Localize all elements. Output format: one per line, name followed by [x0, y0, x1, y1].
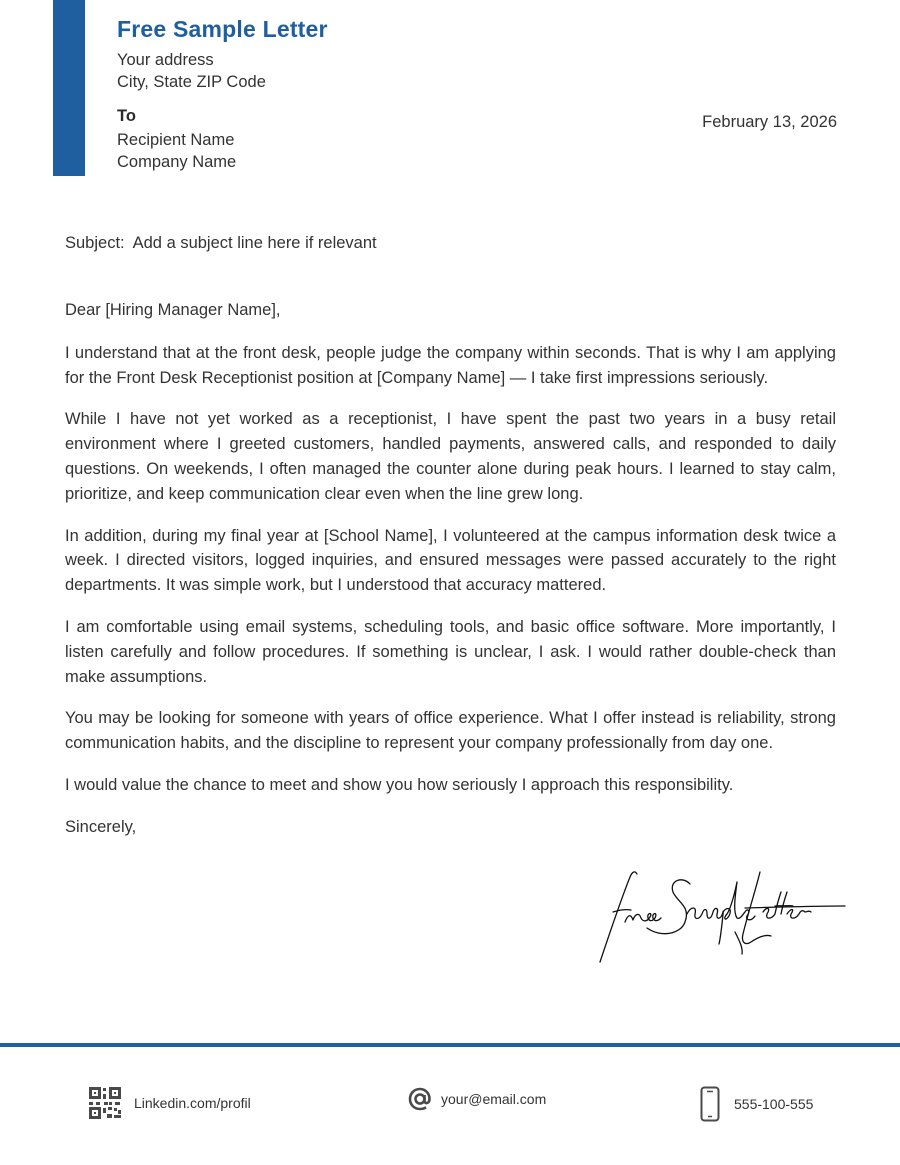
body-paragraph: While I have not yet worked as a receptionist, I have spent the past two years in a busy retail environment where I greeted customers, handled payments, answered calls, and responded to daily questions. On weekends, I often managed the counter alone during peak hours. I learned to stay calm, prioritize, and keep communication clear even when the line grew long.	[65, 410, 836, 503]
letter-body	[65, 298, 836, 840]
linkedin-url: Linkedin.com/profil	[134, 1095, 251, 1111]
body-paragraph: I understand that at the front desk, people judge the company within seconds. That is why I am applying for the Front Desk Receptionist position at [Company Name] — I take first impressions seriously.	[65, 343, 836, 387]
sender-block	[117, 16, 328, 173]
to-label: To	[117, 107, 136, 125]
body-paragraph: I would value the chance to meet and show you how seriously I approach this responsibility.	[65, 775, 734, 794]
subject-label: Subject:	[65, 234, 125, 252]
closing: Sincerely,	[65, 817, 137, 836]
recipient-name: Recipient Name	[117, 131, 235, 149]
letter-date: February 13, 2026	[702, 113, 837, 131]
footer-phone[interactable]	[700, 1086, 813, 1122]
phone-number: 555-100-555	[734, 1096, 814, 1112]
body-paragraph: I am comfortable using email systems, scheduling tools, and basic office software. More importantly, I listen carefully and follow procedures. If something is unclear, I ask. I would rather double-check than make assumptions.	[65, 617, 836, 686]
footer-divider	[0, 1043, 900, 1047]
handwritten-signature	[595, 862, 850, 972]
sender-address-line1: Your address	[117, 51, 214, 69]
footer-linkedin[interactable]	[88, 1086, 251, 1120]
phone-icon	[700, 1086, 720, 1122]
subject-line	[65, 234, 377, 253]
accent-bar	[53, 0, 85, 176]
subject-text: Add a subject line here if relevant	[132, 234, 377, 252]
sender-name: Free Sample Letter	[117, 16, 328, 42]
body-paragraph: You may be looking for someone with years of office experience. What I offer instead is reliability, strong communication habits, and the discipline to represent your company professionally from day one.	[65, 709, 836, 753]
footer-email[interactable]	[407, 1086, 546, 1112]
body-paragraph: In addition, during my final year at [School Name], I volunteered at the campus information desk twice a week. I directed visitors, logged inquiries, and ensured messages were passed accurately to the right departments. It was simple work, but I understood that accuracy mattered.	[65, 526, 836, 595]
at-sign-icon	[407, 1086, 433, 1112]
email-address: your@email.com	[441, 1091, 547, 1107]
recipient-company: Company Name	[117, 153, 237, 171]
qr-code-icon	[88, 1086, 122, 1120]
sender-address-line2: City, State ZIP Code	[117, 73, 266, 91]
salutation: Dear [Hiring Manager Name],	[65, 301, 281, 319]
